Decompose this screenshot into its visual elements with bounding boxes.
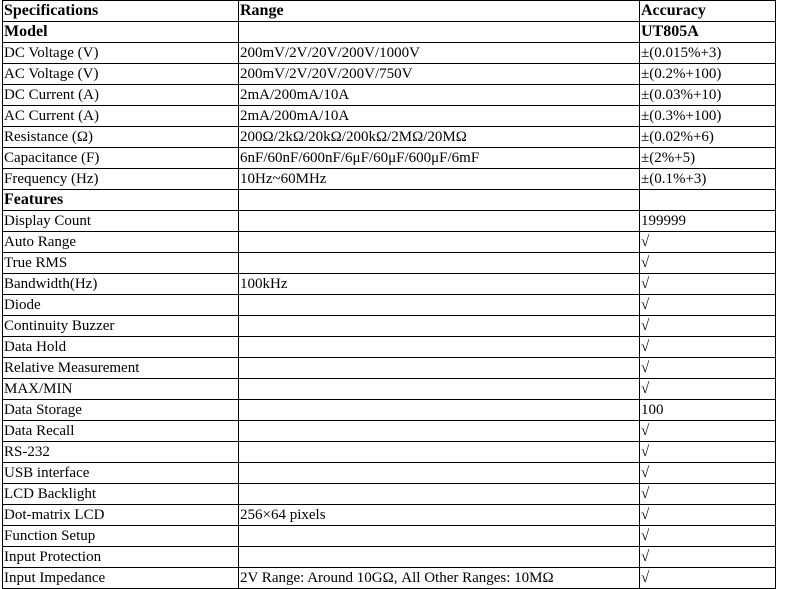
spec-name: Frequency (Hz) — [3, 169, 239, 190]
feature-range — [239, 379, 640, 400]
feature-name: USB interface — [3, 463, 239, 484]
feature-name: Data Storage — [3, 400, 239, 421]
spec-accuracy: ±(0.1%+3) — [640, 169, 776, 190]
spec-name: Resistance (Ω) — [3, 127, 239, 148]
check-mark: √ — [640, 526, 776, 547]
feature-range — [239, 442, 640, 463]
header-range: Range — [239, 1, 640, 22]
header-accuracy: Accuracy — [640, 1, 776, 22]
feature-range — [239, 526, 640, 547]
check-mark: √ — [640, 316, 776, 337]
specifications-table — [2, 0, 776, 589]
feature-range: 2V Range: Around 10GΩ, All Other Ranges: 10MΩ — [239, 568, 640, 589]
feature-name: RS-232 — [3, 442, 239, 463]
spec-row — [3, 64, 776, 85]
check-mark: √ — [640, 274, 776, 295]
feature-row — [3, 463, 776, 484]
feature-range — [239, 421, 640, 442]
spec-range: 200mV/2V/20V/200V/750V — [239, 64, 640, 85]
feature-row — [3, 421, 776, 442]
check-mark: √ — [640, 295, 776, 316]
spec-name: Capacitance (F) — [3, 148, 239, 169]
spec-range: 200mV/2V/20V/200V/1000V — [239, 43, 640, 64]
feature-range — [239, 484, 640, 505]
table-body — [3, 1, 776, 589]
feature-name: Diode — [3, 295, 239, 316]
feature-row — [3, 442, 776, 463]
feature-name: Input Protection — [3, 547, 239, 568]
feature-name: Display Count — [3, 211, 239, 232]
feature-range — [239, 463, 640, 484]
feature-value: 100 — [640, 400, 776, 421]
feature-name: True RMS — [3, 253, 239, 274]
feature-name: Function Setup — [3, 526, 239, 547]
feature-row — [3, 505, 776, 526]
feature-range: 100kHz — [239, 274, 640, 295]
feature-range — [239, 211, 640, 232]
features-label: Features — [3, 190, 239, 211]
feature-row — [3, 379, 776, 400]
check-mark: √ — [640, 421, 776, 442]
spec-row — [3, 106, 776, 127]
spec-accuracy: ±(2%+5) — [640, 148, 776, 169]
feature-row — [3, 211, 776, 232]
check-mark: √ — [640, 568, 776, 589]
model-row — [3, 22, 776, 43]
spec-accuracy: ±(0.02%+6) — [640, 127, 776, 148]
spec-row — [3, 127, 776, 148]
spec-accuracy: ±(0.3%+100) — [640, 106, 776, 127]
spec-name: DC Voltage (V) — [3, 43, 239, 64]
feature-row — [3, 295, 776, 316]
feature-range: 256×64 pixels — [239, 505, 640, 526]
feature-row — [3, 568, 776, 589]
check-mark: √ — [640, 547, 776, 568]
feature-row — [3, 484, 776, 505]
feature-row — [3, 316, 776, 337]
check-mark: √ — [640, 463, 776, 484]
spec-name: AC Current (A) — [3, 106, 239, 127]
check-mark: √ — [640, 337, 776, 358]
spec-name: AC Voltage (V) — [3, 64, 239, 85]
feature-row — [3, 232, 776, 253]
spec-row — [3, 43, 776, 64]
model-range — [239, 22, 640, 43]
feature-range — [239, 400, 640, 421]
spec-range: 6nF/60nF/600nF/6μF/60μF/600μF/6mF — [239, 148, 640, 169]
feature-row — [3, 337, 776, 358]
spec-row — [3, 169, 776, 190]
check-mark: √ — [640, 253, 776, 274]
feature-name: Data Recall — [3, 421, 239, 442]
empty-cell — [239, 190, 640, 211]
check-mark: √ — [640, 358, 776, 379]
model-name: UT805A — [640, 22, 776, 43]
feature-name: Data Hold — [3, 337, 239, 358]
spec-accuracy: ±(0.03%+10) — [640, 85, 776, 106]
check-mark: √ — [640, 442, 776, 463]
header-specifications: Specifications — [3, 1, 239, 22]
feature-name: Input Impedance — [3, 568, 239, 589]
feature-range — [239, 358, 640, 379]
spec-range: 2mA/200mA/10A — [239, 85, 640, 106]
check-mark: √ — [640, 232, 776, 253]
feature-row — [3, 253, 776, 274]
feature-row — [3, 358, 776, 379]
feature-row — [3, 274, 776, 295]
feature-name: MAX/MIN — [3, 379, 239, 400]
feature-range — [239, 295, 640, 316]
feature-name: Auto Range — [3, 232, 239, 253]
feature-row — [3, 547, 776, 568]
check-mark: √ — [640, 484, 776, 505]
spec-name: DC Current (A) — [3, 85, 239, 106]
feature-name: Bandwidth(Hz) — [3, 274, 239, 295]
check-mark: √ — [640, 505, 776, 526]
check-mark: √ — [640, 379, 776, 400]
feature-name: Dot-matrix LCD — [3, 505, 239, 526]
empty-cell — [640, 190, 776, 211]
feature-range — [239, 232, 640, 253]
feature-row — [3, 526, 776, 547]
spec-row — [3, 148, 776, 169]
feature-range — [239, 547, 640, 568]
model-label: Model — [3, 22, 239, 43]
spec-accuracy: ±(0.2%+100) — [640, 64, 776, 85]
feature-range — [239, 337, 640, 358]
feature-row — [3, 400, 776, 421]
spec-range: 200Ω/2kΩ/20kΩ/200kΩ/2MΩ/20MΩ — [239, 127, 640, 148]
spec-range: 10Hz~60MHz — [239, 169, 640, 190]
features-section-row — [3, 190, 776, 211]
header-row — [3, 1, 776, 22]
feature-name: Continuity Buzzer — [3, 316, 239, 337]
feature-value: 199999 — [640, 211, 776, 232]
feature-name: Relative Measurement — [3, 358, 239, 379]
feature-range — [239, 316, 640, 337]
feature-range — [239, 253, 640, 274]
feature-name: LCD Backlight — [3, 484, 239, 505]
spec-row — [3, 85, 776, 106]
spec-accuracy: ±(0.015%+3) — [640, 43, 776, 64]
spec-range: 2mA/200mA/10A — [239, 106, 640, 127]
